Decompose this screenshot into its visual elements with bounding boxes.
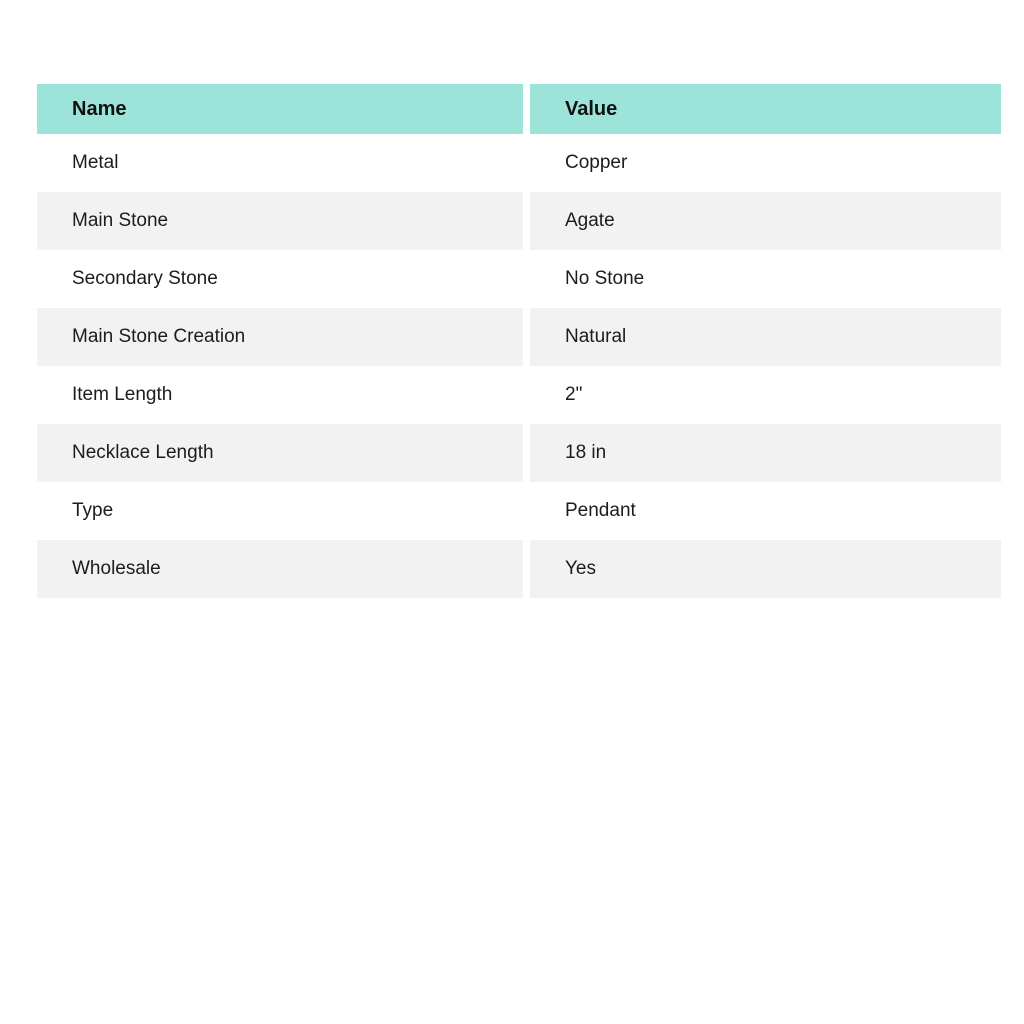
table-header-row — [37, 84, 1001, 134]
table-row — [37, 192, 1001, 250]
table-row — [37, 540, 1001, 598]
header-cell-name: Name — [37, 84, 523, 134]
column-divider — [523, 366, 530, 424]
row-name: Main Stone — [37, 192, 523, 250]
table-row — [37, 482, 1001, 540]
table-row — [37, 308, 1001, 366]
header-cell-value: Value — [530, 84, 1001, 134]
row-name: Metal — [37, 134, 523, 192]
row-value: Yes — [530, 540, 1001, 598]
column-divider — [523, 192, 530, 250]
row-value: Pendant — [530, 482, 1001, 540]
row-value: 2" — [530, 366, 1001, 424]
row-value: Natural — [530, 308, 1001, 366]
column-divider — [523, 424, 530, 482]
product-attributes-table — [37, 84, 1001, 598]
row-value: Copper — [530, 134, 1001, 192]
column-divider — [523, 134, 530, 192]
column-divider — [523, 250, 530, 308]
table-row — [37, 366, 1001, 424]
row-name: Secondary Stone — [37, 250, 523, 308]
table-row — [37, 250, 1001, 308]
row-value: 18 in — [530, 424, 1001, 482]
row-value: Agate — [530, 192, 1001, 250]
column-divider — [523, 308, 530, 366]
row-value: No Stone — [530, 250, 1001, 308]
table-row — [37, 134, 1001, 192]
row-name: Type — [37, 482, 523, 540]
column-divider — [523, 482, 530, 540]
row-name: Item Length — [37, 366, 523, 424]
row-name: Necklace Length — [37, 424, 523, 482]
row-name: Main Stone Creation — [37, 308, 523, 366]
table-row — [37, 424, 1001, 482]
column-divider — [523, 540, 530, 598]
column-divider — [523, 84, 530, 134]
row-name: Wholesale — [37, 540, 523, 598]
